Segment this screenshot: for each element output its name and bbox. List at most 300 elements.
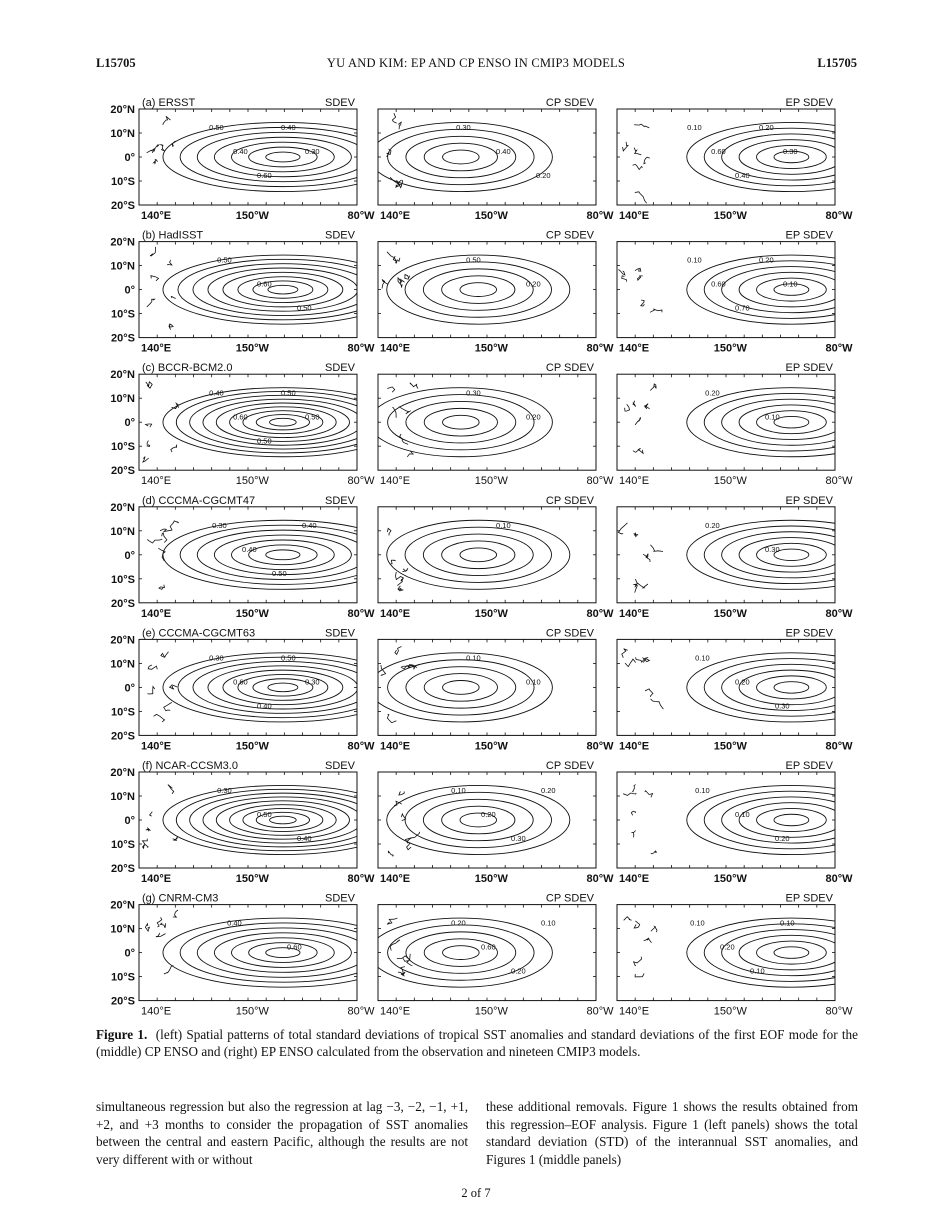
coastline bbox=[650, 309, 662, 312]
contour-line bbox=[203, 797, 363, 843]
contour-line bbox=[223, 670, 343, 705]
lat-label: 10°N bbox=[110, 128, 135, 140]
lon-label: 140°E bbox=[141, 1005, 172, 1018]
coastline bbox=[143, 457, 149, 462]
column-title: EP SDEV bbox=[785, 494, 833, 507]
contour-line bbox=[687, 520, 896, 589]
contour-line bbox=[163, 653, 403, 722]
lat-label: 20°S bbox=[111, 995, 135, 1008]
coastline bbox=[392, 407, 396, 417]
coastline bbox=[147, 687, 154, 695]
contour-label: 0.10 bbox=[687, 123, 702, 133]
coastline bbox=[650, 545, 663, 552]
lat-label: 10°S bbox=[111, 441, 135, 454]
lon-label: 150°W bbox=[474, 475, 508, 488]
contour-label: 0.50 bbox=[281, 653, 296, 663]
lon-label: 150°W bbox=[235, 210, 269, 222]
lon-label: 150°W bbox=[713, 342, 747, 355]
column-title: EP SDEV bbox=[785, 892, 833, 905]
contour-label: 0.60 bbox=[711, 279, 726, 289]
lon-label: 150°W bbox=[235, 475, 269, 488]
coastline bbox=[651, 699, 664, 709]
coastline bbox=[634, 533, 638, 537]
coastline bbox=[156, 933, 166, 937]
column-title: SDEV bbox=[325, 362, 355, 375]
contour-label: 0.40 bbox=[302, 520, 317, 530]
coastline bbox=[410, 383, 418, 389]
contour-line bbox=[253, 679, 313, 696]
coastline bbox=[634, 584, 637, 593]
coastline bbox=[398, 586, 403, 591]
coastline bbox=[651, 851, 657, 854]
contour-line bbox=[163, 255, 403, 324]
contour-label: 0.30 bbox=[209, 653, 224, 663]
column-title: EP SDEV bbox=[785, 627, 833, 640]
contour-line bbox=[774, 814, 809, 826]
body-column-left: simultaneous regression but also the regression at lag −3, −2, −1, +1, +2, and +3 months to consider the propagation of SST anomalies between the central and eastern Pacific, although the results are not very different with or without bbox=[96, 1099, 468, 1167]
lat-label: 10°N bbox=[110, 923, 135, 936]
contour-line bbox=[268, 683, 298, 692]
contour-line bbox=[687, 918, 896, 987]
lon-label: 150°W bbox=[713, 740, 747, 753]
lat-label: 20°N bbox=[110, 899, 135, 912]
lat-label: 10°N bbox=[110, 260, 135, 273]
lon-label: 140°E bbox=[380, 740, 411, 753]
contour-line bbox=[406, 932, 516, 973]
coastline bbox=[644, 157, 650, 164]
coastline bbox=[399, 792, 404, 796]
column-title: EP SDEV bbox=[785, 229, 833, 242]
column-title: EP SDEV bbox=[785, 97, 833, 109]
contour-label: 0.20 bbox=[541, 786, 556, 796]
lat-label: 20°S bbox=[111, 597, 135, 610]
contour-line bbox=[223, 272, 343, 307]
column-title: CP SDEV bbox=[545, 627, 594, 640]
lon-label: 140°E bbox=[380, 607, 411, 620]
contour-label: 0.50 bbox=[297, 303, 312, 313]
contour-label: 0.50 bbox=[257, 810, 272, 820]
lat-label: 10°N bbox=[110, 525, 135, 538]
lon-label: 80°W bbox=[586, 210, 614, 222]
lon-label: 140°E bbox=[380, 210, 411, 222]
contour-label: 0.20 bbox=[759, 123, 774, 133]
coastline bbox=[635, 974, 644, 977]
contour-label: 0.30 bbox=[212, 520, 227, 530]
contour-line bbox=[722, 664, 862, 710]
contour-label: 0.30 bbox=[217, 786, 232, 796]
lon-label: 80°W bbox=[347, 475, 375, 488]
column-title: CP SDEV bbox=[545, 760, 594, 772]
coastline bbox=[146, 828, 151, 831]
lat-label: 20°N bbox=[110, 104, 135, 116]
contour-label: 0.10 bbox=[690, 918, 705, 928]
contour-line bbox=[739, 935, 844, 970]
lon-label: 150°W bbox=[235, 740, 269, 753]
coastline bbox=[625, 404, 630, 411]
lon-label: 140°E bbox=[141, 210, 172, 222]
coastline bbox=[641, 300, 645, 306]
lon-label: 150°W bbox=[235, 1005, 269, 1018]
contour-line bbox=[387, 520, 570, 589]
lon-label: 140°E bbox=[380, 342, 411, 355]
coastline bbox=[633, 448, 643, 453]
column-title: CP SDEV bbox=[545, 362, 594, 375]
contour-line bbox=[757, 808, 827, 831]
coastline bbox=[171, 445, 177, 453]
coastline bbox=[645, 791, 653, 798]
coastline bbox=[391, 560, 396, 564]
panel-frame bbox=[617, 905, 835, 1001]
coastline bbox=[146, 382, 152, 388]
figure-caption bbox=[96, 1026, 858, 1060]
coastline bbox=[160, 923, 165, 928]
contour-label: 0.10 bbox=[735, 810, 750, 820]
coastline bbox=[634, 957, 642, 966]
column-title: SDEV bbox=[325, 97, 355, 109]
contour-line bbox=[405, 527, 551, 582]
lon-label: 80°W bbox=[825, 342, 853, 355]
contour-line bbox=[405, 262, 551, 317]
lon-label: 80°W bbox=[586, 740, 614, 753]
contour-label: 0.30 bbox=[466, 388, 481, 398]
contour-label: 0.60 bbox=[287, 942, 302, 952]
coastline bbox=[634, 148, 641, 155]
coastline bbox=[171, 296, 176, 298]
contour-label: 0.20 bbox=[526, 279, 541, 289]
contour-label: 0.20 bbox=[735, 677, 750, 687]
contour-label: 0.60 bbox=[233, 677, 248, 687]
contour-line bbox=[208, 268, 358, 311]
contour-label: 0.40 bbox=[496, 147, 511, 157]
lat-label: 0° bbox=[124, 284, 135, 297]
column-title: EP SDEV bbox=[785, 362, 833, 375]
contour-line bbox=[423, 269, 533, 310]
contour-line bbox=[460, 283, 497, 297]
coastline bbox=[148, 665, 157, 669]
coastline bbox=[392, 113, 397, 123]
lon-label: 150°W bbox=[474, 210, 508, 222]
lon-label: 80°W bbox=[825, 1005, 853, 1018]
header-right-code: L15705 bbox=[817, 56, 857, 70]
contour-line bbox=[424, 408, 497, 436]
lat-label: 10°S bbox=[111, 706, 135, 719]
contour-line bbox=[704, 393, 878, 451]
coastline bbox=[387, 714, 396, 722]
coastline bbox=[622, 649, 628, 658]
contour-line bbox=[704, 526, 878, 584]
contour-line bbox=[406, 136, 516, 177]
lat-label: 20°S bbox=[111, 863, 135, 875]
lon-label: 140°E bbox=[380, 873, 411, 885]
coastline bbox=[395, 647, 402, 655]
contour-line bbox=[270, 418, 297, 426]
contour-label: 0.20 bbox=[451, 918, 466, 928]
panel-frame bbox=[378, 772, 596, 868]
contour-line bbox=[405, 792, 551, 847]
contour-label: 0.30 bbox=[305, 677, 320, 687]
contour-label: 0.50 bbox=[466, 255, 481, 265]
contour-label: 0.30 bbox=[775, 701, 790, 711]
lat-label: 10°S bbox=[111, 839, 135, 851]
lon-label: 140°E bbox=[619, 210, 650, 222]
panel-frame bbox=[617, 374, 835, 470]
row-label: (g) CNRM-CM3 bbox=[142, 892, 219, 905]
contour-line bbox=[216, 801, 349, 839]
contour-line bbox=[249, 545, 318, 565]
lon-label: 80°W bbox=[586, 342, 614, 355]
panel-frame bbox=[378, 507, 596, 603]
coastline bbox=[643, 554, 650, 562]
coastline bbox=[162, 533, 167, 543]
lat-label: 20°N bbox=[110, 236, 135, 249]
contour-line bbox=[722, 399, 862, 445]
coastline bbox=[638, 276, 643, 280]
contour-line bbox=[722, 532, 862, 578]
lon-label: 80°W bbox=[825, 475, 853, 488]
contour-line bbox=[230, 805, 337, 836]
coastline bbox=[650, 384, 656, 391]
panel-frame bbox=[617, 772, 835, 868]
contour-line bbox=[266, 152, 300, 162]
contour-line bbox=[203, 399, 363, 445]
contour-label: 0.10 bbox=[780, 918, 795, 928]
contour-label: 0.60 bbox=[481, 942, 496, 952]
contour-line bbox=[163, 388, 403, 457]
contour-line bbox=[757, 941, 827, 964]
lon-label: 150°W bbox=[713, 475, 747, 488]
contour-line bbox=[249, 943, 318, 963]
panel-frame bbox=[617, 639, 835, 735]
coastline bbox=[163, 116, 171, 124]
lon-label: 80°W bbox=[586, 475, 614, 488]
lat-label: 0° bbox=[124, 152, 135, 164]
caption-label: Figure 1. bbox=[96, 1027, 148, 1042]
lon-label: 80°W bbox=[347, 740, 375, 753]
contour-line bbox=[387, 785, 570, 854]
coastline bbox=[633, 164, 643, 169]
contour-line bbox=[739, 140, 844, 175]
column-title: SDEV bbox=[325, 229, 355, 242]
contour-line bbox=[442, 541, 515, 569]
contour-label: 0.10 bbox=[451, 786, 466, 796]
lat-label: 20°S bbox=[111, 730, 135, 743]
coastline bbox=[150, 247, 155, 256]
contour-label: 0.40 bbox=[227, 918, 242, 928]
coastline bbox=[147, 149, 154, 153]
contour-line bbox=[739, 670, 844, 705]
lat-label: 10°N bbox=[110, 791, 135, 803]
column-title: CP SDEV bbox=[545, 229, 594, 242]
lon-label: 140°E bbox=[380, 1005, 411, 1018]
coastline bbox=[142, 844, 145, 848]
lat-label: 20°S bbox=[111, 200, 135, 212]
contour-label: 0.10 bbox=[687, 255, 702, 265]
header-left-code: L15705 bbox=[96, 56, 136, 70]
contour-line bbox=[704, 924, 878, 982]
lon-label: 140°E bbox=[619, 1005, 650, 1018]
contour-label: 0.10 bbox=[526, 677, 541, 687]
contour-line bbox=[406, 401, 516, 442]
lat-label: 10°S bbox=[111, 573, 135, 586]
contour-label: 0.50 bbox=[209, 123, 224, 133]
lon-label: 80°W bbox=[586, 1005, 614, 1018]
lat-label: 10°S bbox=[111, 971, 135, 984]
column-title: SDEV bbox=[325, 892, 355, 905]
coastline bbox=[154, 714, 165, 722]
coastline bbox=[169, 324, 173, 330]
contour-label: 0.20 bbox=[511, 966, 526, 976]
coastline bbox=[401, 665, 412, 669]
coastline bbox=[164, 702, 172, 710]
coastline bbox=[160, 145, 164, 151]
contour-label: 0.20 bbox=[526, 412, 541, 422]
contour-label: 0.40 bbox=[281, 123, 296, 133]
contour-line bbox=[443, 415, 480, 429]
contour-label: 0.60 bbox=[257, 171, 272, 181]
lon-label: 140°E bbox=[141, 475, 172, 488]
lon-label: 80°W bbox=[586, 873, 614, 885]
lon-label: 140°E bbox=[619, 607, 650, 620]
contour-line bbox=[163, 918, 403, 987]
contour-line bbox=[704, 659, 878, 717]
coastline bbox=[634, 921, 640, 928]
lon-label: 80°W bbox=[825, 210, 853, 222]
contour-line bbox=[208, 666, 358, 709]
contour-line bbox=[442, 276, 515, 304]
contour-line bbox=[388, 395, 534, 450]
contour-line bbox=[268, 285, 298, 294]
contour-line bbox=[369, 388, 552, 457]
contour-line bbox=[424, 674, 497, 702]
column-title: EP SDEV bbox=[785, 760, 833, 772]
lon-label: 150°W bbox=[474, 342, 508, 355]
lat-label: 20°N bbox=[110, 501, 135, 514]
lon-label: 80°W bbox=[825, 740, 853, 753]
contour-line bbox=[369, 653, 552, 722]
coastline bbox=[635, 192, 647, 203]
contour-label: 0.30 bbox=[456, 123, 471, 133]
lon-label: 140°E bbox=[619, 873, 650, 885]
contour-line bbox=[214, 933, 351, 972]
contour-line bbox=[388, 660, 534, 715]
contour-label: 0.50 bbox=[281, 388, 296, 398]
panel-frame bbox=[617, 109, 835, 205]
caption-text: (left) Spatial patterns of total standard deviations of tropical SST anomalies and standard deviations of the first EOF mode for the (middle) CP ENSO and (right) EP ENSO calculated from the observation and nineteen CMIP3 models. bbox=[96, 1027, 858, 1059]
contour-line bbox=[739, 272, 844, 307]
coastline bbox=[147, 441, 150, 447]
coastline bbox=[164, 965, 173, 974]
coastline bbox=[151, 276, 159, 281]
lat-label: 0° bbox=[124, 417, 135, 430]
coastline bbox=[619, 270, 625, 275]
contour-line bbox=[387, 255, 570, 324]
lon-label: 150°W bbox=[235, 342, 269, 355]
column-title: SDEV bbox=[325, 760, 355, 772]
coastline bbox=[405, 274, 410, 279]
contour-line bbox=[739, 538, 844, 573]
lon-label: 140°E bbox=[141, 740, 172, 753]
contour-label: 0.30 bbox=[511, 834, 526, 844]
lat-label: 10°S bbox=[111, 176, 135, 188]
row-label: (c) BCCR-BCM2.0 bbox=[142, 362, 233, 375]
coastline bbox=[387, 252, 396, 261]
contour-line bbox=[197, 132, 368, 181]
lat-label: 0° bbox=[124, 682, 135, 695]
coastline bbox=[145, 924, 149, 931]
coastline bbox=[150, 812, 153, 817]
contour-line bbox=[687, 255, 896, 324]
coastline bbox=[168, 260, 172, 265]
lon-label: 80°W bbox=[825, 607, 853, 620]
column-title: SDEV bbox=[325, 494, 355, 507]
lat-label: 10°S bbox=[111, 308, 135, 321]
contour-line bbox=[231, 938, 334, 968]
contour-line bbox=[774, 947, 809, 959]
lon-label: 140°E bbox=[619, 740, 650, 753]
lon-label: 140°E bbox=[141, 873, 172, 885]
page-number: 2 of 7 bbox=[461, 1186, 491, 1200]
lon-label: 150°W bbox=[713, 873, 747, 885]
contour-label: 0.40 bbox=[242, 544, 257, 554]
lon-label: 140°E bbox=[619, 475, 650, 488]
panel-frame bbox=[617, 242, 835, 338]
contour-label: 0.60 bbox=[257, 279, 272, 289]
contour-line bbox=[687, 785, 896, 854]
lat-label: 20°S bbox=[111, 332, 135, 345]
lon-label: 150°W bbox=[474, 1005, 508, 1018]
lon-label: 140°E bbox=[380, 475, 411, 488]
contour-label: 0.10 bbox=[695, 653, 710, 663]
coastline bbox=[387, 387, 394, 392]
contour-line bbox=[266, 550, 300, 560]
coastline bbox=[388, 851, 393, 857]
contour-label: 0.10 bbox=[496, 520, 511, 530]
coastline bbox=[625, 659, 636, 667]
contour-label: 0.50 bbox=[217, 255, 232, 265]
contour-line bbox=[687, 122, 896, 191]
contour-line bbox=[369, 918, 552, 987]
row-label: (e) CCCMA-CGCMT63 bbox=[142, 627, 256, 640]
contour-line bbox=[197, 928, 368, 977]
lat-label: 0° bbox=[124, 549, 135, 562]
coastline bbox=[623, 793, 636, 795]
contour-line bbox=[687, 388, 896, 457]
contour-label: 0.20 bbox=[705, 388, 720, 398]
coastline bbox=[173, 910, 178, 917]
contour-line bbox=[757, 676, 827, 699]
coastline bbox=[633, 401, 636, 407]
contour-line bbox=[443, 680, 480, 694]
coastline bbox=[623, 142, 628, 151]
contour-label: 0.40 bbox=[233, 147, 248, 157]
coastline bbox=[624, 917, 632, 921]
lon-label: 80°W bbox=[347, 210, 375, 222]
contour-label: 0.10 bbox=[541, 918, 556, 928]
lon-label: 140°E bbox=[619, 342, 650, 355]
coastline bbox=[160, 529, 172, 532]
coastline bbox=[622, 276, 627, 282]
contour-line bbox=[722, 797, 862, 843]
lat-label: 20°S bbox=[111, 465, 135, 478]
contour-label: 0.30 bbox=[765, 544, 780, 554]
contour-line bbox=[193, 661, 373, 713]
column-title: SDEV bbox=[325, 627, 355, 640]
coastline bbox=[644, 938, 652, 943]
contour-line bbox=[216, 403, 349, 441]
coastline bbox=[147, 539, 162, 543]
contour-label: 0.10 bbox=[695, 786, 710, 796]
coastline bbox=[399, 407, 411, 414]
